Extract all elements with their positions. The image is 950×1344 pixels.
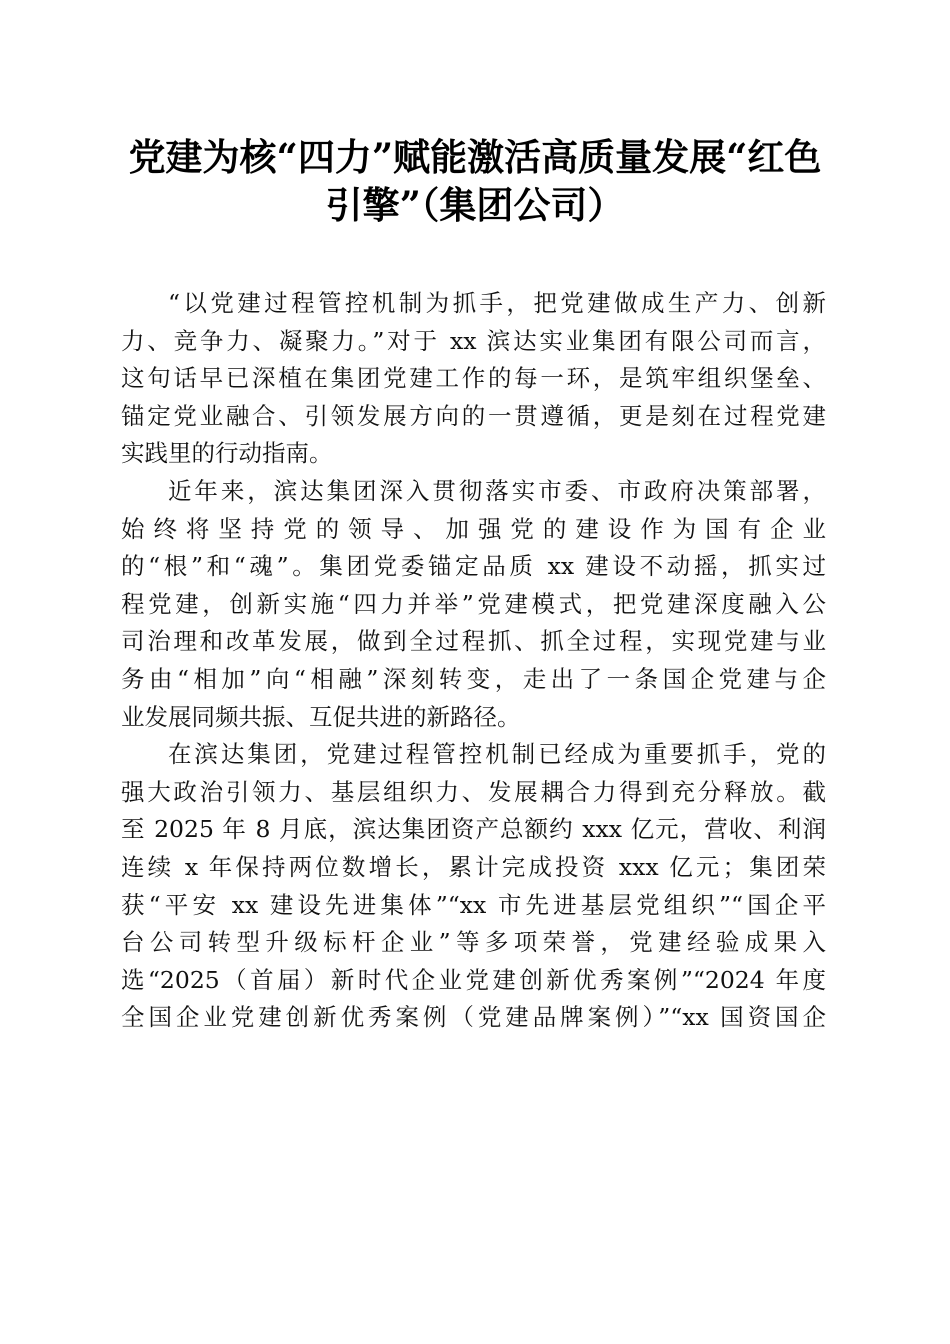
title-line-2: 引擎”（集团公司） — [325, 183, 625, 227]
paragraph-line: 程党建，创新实施“四力并举”党建模式，把党建深度融入公 — [121, 589, 826, 618]
paragraph-line: 这句话早已深植在集团党建工作的每一环，是筑牢组织堡垒、 — [121, 364, 826, 393]
paragraph-3 — [121, 736, 826, 1037]
paragraph-line: 获“平安 xx 建设先进集体”“xx 市先进基层党组织”“国企平 — [121, 890, 826, 919]
paragraph-line: 力、竞争力、凝聚力。”对于 xx 滨达实业集团有限公司而言， — [121, 326, 826, 355]
paragraph-line: 选“2025（首届）新时代企业党建创新优秀案例”“2024 年度 — [121, 965, 826, 994]
paragraph-1 — [121, 285, 826, 473]
paragraph-2 — [121, 473, 826, 736]
paragraph-line: 至 2025 年 8 月底，滨达集团资产总额约 xxx 亿元，营收、利润 — [121, 815, 826, 844]
document-body — [121, 285, 826, 1037]
paragraph-line: 司治理和改革发展，做到全过程抓、抓全过程，实现党建与业 — [121, 627, 826, 656]
paragraph-line: “以党建过程管控机制为抓手，把党建做成生产力、创新 — [168, 289, 826, 317]
paragraph-line: 台公司转型升级标杆企业”等多项荣誉，党建经验成果入 — [121, 928, 826, 957]
paragraph-line: 在滨达集团，党建过程管控机制已经成为重要抓手，党的 — [168, 740, 826, 769]
paragraph-line: 始终将坚持党的领导、加强党的建设作为国有企业 — [121, 514, 826, 543]
title-line-1: 党建为核“四力”赋能激活高质量发展“红色 — [128, 135, 822, 179]
paragraph-line: 近年来，滨达集团深入贯彻落实市委、市政府决策部署， — [168, 476, 826, 505]
document-title — [100, 133, 850, 229]
paragraph-line: 连续 x 年保持两位数增长，累计完成投资 xxx 亿元；集团荣 — [121, 852, 826, 881]
paragraph-line: 全国企业党建创新优秀案例（党建品牌案例）”“xx 国资国企 — [121, 1003, 826, 1032]
paragraph-line: 实践里的行动指南。 — [121, 439, 333, 468]
paragraph-line: 务由“相加”向“相融”深刻转变，走出了一条国企党建与企 — [121, 664, 826, 693]
paragraph-line: 业发展同频共振、互促共进的新路径。 — [121, 702, 521, 731]
paragraph-line: 强大政治引领力、基层组织力、发展耦合力得到充分释放。截 — [121, 777, 826, 806]
paragraph-line: 锚定党业融合、引领发展方向的一贯遵循，更是刻在过程党建 — [121, 401, 826, 430]
paragraph-line: 的“根”和“魂”。集团党委锚定品质 xx 建设不动摇，抓实过 — [121, 552, 826, 581]
